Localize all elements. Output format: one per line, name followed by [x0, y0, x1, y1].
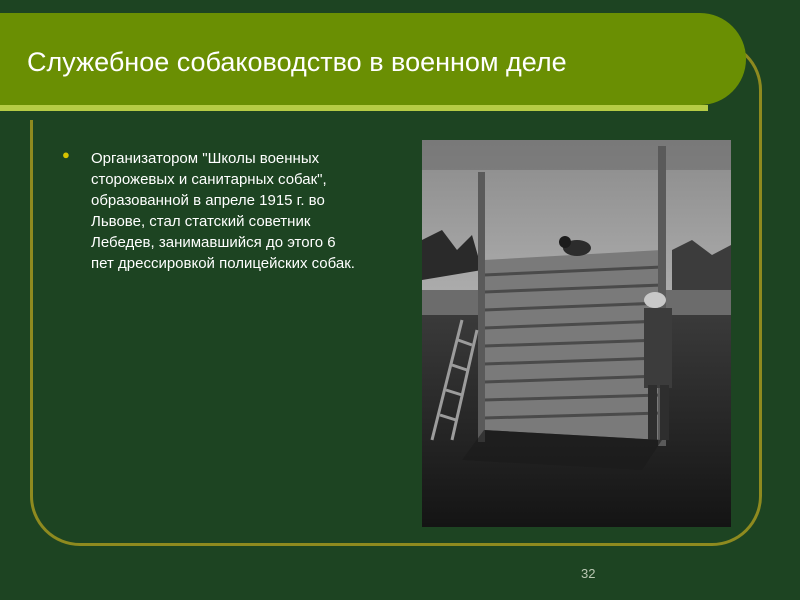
- bullet-dot-icon: ●: [62, 147, 70, 162]
- title-bar-gap: [0, 111, 740, 120]
- bullet-text: Организатором "Школы военных сторожевых и санитарных собак", образованной в апреле 1915 г. во Львове, стал статский советник Лебедев, занимавшийся до этого 6 пет дрессировкой полицейских собак.: [91, 150, 355, 272]
- page-number: 32: [581, 566, 596, 581]
- historical-photo: [422, 140, 731, 527]
- slide-title: Служебное собаководство в военном деле: [27, 47, 567, 77]
